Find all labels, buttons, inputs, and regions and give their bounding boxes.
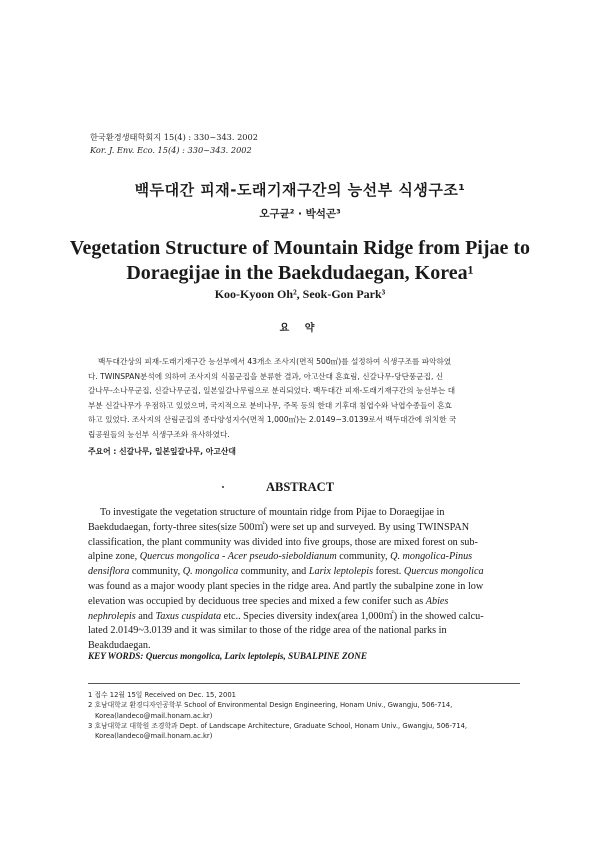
species-name: densiflora xyxy=(88,566,130,578)
korean-abstract-heading: 요 약 xyxy=(279,323,321,334)
species-name: Taxus cuspidata xyxy=(155,610,222,622)
species-name: Q. mongolica-Pinus xyxy=(390,551,473,563)
abstract-line: nephrolepis and Taxus cuspidata etc.. Species diversity index(area 1,000㎡) in the showed calcu- xyxy=(88,610,484,622)
footnote-divider xyxy=(88,683,520,684)
english-authors: Koo-Kyoon Oh², Seok-Gon Park³ xyxy=(214,287,386,301)
korean-abstract-line: 립공원들의 능선부 식생구조와 유사하였다. xyxy=(88,429,230,439)
korean-abstract-line: 다. TWINSPAN분석에 의하여 조사지의 식물군집을 분류한 결과, 아고산대 혼효림, 신갈나무-당단풍군집, 신 xyxy=(88,371,444,381)
species-name: Abies xyxy=(425,595,449,607)
abstract-line: To investigate the vegetation structure of mountain ridge from Pijae to Doraegijae in xyxy=(100,507,445,518)
abstract-line: Baekdudaegan, forty-three sites(size 500㎡) were set up and surveyed. By using TWINSPAN xyxy=(88,521,470,533)
korean-abstract-line: 하고 있었다. 조사지의 산림군집의 종다양성지수(면적 1,000㎡)는 2.0149~3.0139로서 백두대간에 위치한 국 xyxy=(88,415,457,425)
species-name: nephrolepis xyxy=(88,610,136,622)
species-name: Quercus mongolica xyxy=(403,566,484,578)
korean-abstract-line: 백두대간상의 피재-도래기재구간 능선부에서 43개소 조사지(면적 500㎡)를 설정하여 식생구조를 파악하였 xyxy=(98,357,452,366)
journal-citation-english: Kor. J. Env. Eco. 15(4) : 330~343. 2002 xyxy=(90,145,252,155)
abstract-line: lated 2.0149~3.0139 and it was similar to those of the ridge area of the national parks in xyxy=(88,625,447,637)
footnote: Korea(landeco@mail.honam.ac.kr) xyxy=(95,732,213,741)
abstract-line: was found as a major woody plant species in the ridge area. And partly the subalpine zone in low xyxy=(88,580,484,592)
species-name: Larix leptolepis xyxy=(308,566,374,578)
species-name: Quercus mongolica - Acer pseudo-sieboldianum xyxy=(139,551,337,563)
english-title-line-1: Vegetation Structure of Mountain Ridge from Pijae to xyxy=(69,237,531,259)
abstract-line: classification, the plant community was divided into five groups, those are mixed forest on sub- xyxy=(88,536,478,548)
footnote: Korea(landeco@mail.honam.ac.kr) xyxy=(95,711,213,720)
korean-abstract-line: 부분 신갈나무가 우점하고 있었으며, 국지적으로 분비나무, 주목 등의 한대 기후대 침엽수와 낙엽수종들이 혼효 xyxy=(88,400,452,410)
english-keywords: KEY WORDS: Quercus mongolica, Larix leptolepis, SUBALPINE ZONE xyxy=(88,651,367,661)
korean-abstract xyxy=(88,355,520,443)
english-title-line-2: Doraegijae in the Baekdudaegan, Korea¹ xyxy=(126,262,474,284)
abstract-line: Beakdudaegan. xyxy=(88,640,151,652)
english-title xyxy=(0,236,600,286)
abstract-heading: ABSTRACT xyxy=(265,480,335,494)
footnote: 3 호남대학교 대학원 조경학과 Dept. of Landscape Architecture, Graduate School, Honam Univ., Gwangju, 506-714, xyxy=(88,721,468,730)
journal-citation-korean: 한국환경생태학회지 15(4) : 330~343. 2002 xyxy=(90,132,258,142)
species-name: Q. mongolica xyxy=(182,566,239,578)
abstract-line: alpine zone, Quercus mongolica - Acer pseudo-sieboldianum community, Q. mongolica-Pinus xyxy=(88,551,473,563)
korean-title: 백두대간 피재-도래기재구간의 능선부 식생구조¹ xyxy=(134,181,466,199)
english-abstract xyxy=(88,506,522,654)
footnotes xyxy=(88,690,524,741)
abstract-line: elevation was occupied by deciduous tree species and mixed a few conifer such as Abies xyxy=(88,595,449,607)
abstract-line: densiflora community, Q. mongolica community, and Larix leptolepis forest. Quercus mongolica xyxy=(88,566,484,578)
footnote: 2 호남대학교 환경디자인공학부 School of Environmental Design Engineering, Honam Univ., Gwangju, 506-714, xyxy=(88,701,453,710)
korean-authors: 오구균² · 박석곤³ xyxy=(259,208,341,220)
korean-abstract-line: 갈나무-소나무군집, 신갈나무군집, 일본잎갈나무림으로 분리되었다. 백두대간 피재-도래기재구간의 능선부는 대 xyxy=(88,386,456,396)
journal-citation xyxy=(90,131,258,157)
footnote: 1 접수 12월 15일 Received on Dec. 15, 2001 xyxy=(88,691,236,699)
korean-keywords: 주요어 : 신갈나무, 일본잎갈나무, 아고산대 xyxy=(88,447,236,456)
